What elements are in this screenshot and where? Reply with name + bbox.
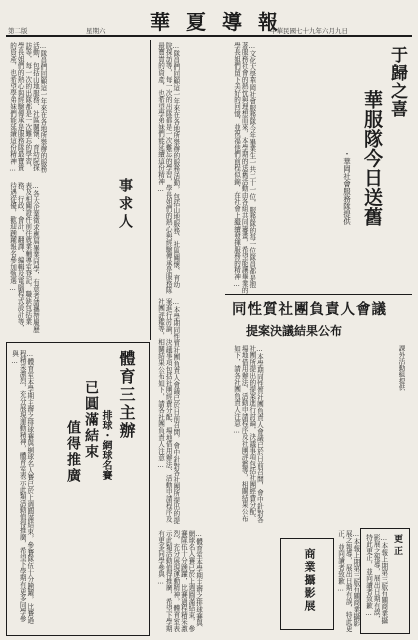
sports-title-a: 體育三主辦 xyxy=(117,350,136,440)
sports-body xyxy=(10,350,62,628)
council-subheadline: 布公果結議決案提 xyxy=(246,324,343,338)
farewell-text: …文化大學華岡社會服務隊今年畢業生一共二十一位，服務隊的每一位隊員都是抱著服務社會的熱忱與理想而來，本學期的送舊活動由各組共同籌畫，希望能讓畢業的學長姐們留下美好的回憶，並祝福他們前程似錦，在社會上繼續發揮服務的精神… xyxy=(232,42,256,294)
farewell-subtitle: 華服隊今日送舊 xyxy=(361,90,383,227)
council-headline: 議會人責負團社質性同 xyxy=(232,301,387,318)
bottom-mid-text: …體育室本學期主辦之排球賽與網球名人賽已於上週圓滿結束，參賽隊伍十分踴躍，比賽過程精采激烈，充分展現運動精神，體育室表示此類活動值得推廣，希望下學期有更多同學參與… xyxy=(156,530,203,632)
council-cont xyxy=(156,298,228,528)
column-divider xyxy=(150,40,151,340)
council-top-rule xyxy=(225,294,412,295)
bottom-mid-body xyxy=(156,530,276,632)
council-text: …本學期同性質社團負責人會議已於日前召開，會中針對各社團所提出的提案進行討論，決議事項包括社團經費分配、場地借用辦法、活動申請程序及社團評鑑等，相關結果公布如下，請各社團負責人注意… xyxy=(232,345,264,524)
issue-weekday: 星期六 xyxy=(86,27,106,35)
issue-date: 中華民國七十九年六月九日 xyxy=(270,27,348,35)
masthead: 華夏導報 xyxy=(150,10,294,34)
errata-text: …本報上期第三版有關商業攝影展之報導，展出日期有誤，特此更正，並向讀者致歉… xyxy=(364,534,388,624)
council-body xyxy=(232,345,392,527)
job-text: …各大企業徵求應屆畢業同學，有意者請攜帶履歷表及相關證件前往就業輔導室登記，職缺包括業務、行政、會計、翻譯、編輯及電腦程式設計等，待遇從優，歡迎踴躍報名參加甄選… xyxy=(8,182,40,333)
sports-title-b: 排球・網球名賽 xyxy=(100,410,111,480)
council-cont-text: …本學期同性質社團負責人會議已於日前召開，會中針對各社團所提出的提案進行討論，決議事項包括社團經費分配、場地借用辦法、活動申請程序及社團評鑑等，相關結果公布如下，請各社團負責人注意… xyxy=(156,298,180,524)
middle-text: …隊員們回顧這一年來在各地所舉辦的服務活動，包括山地服務、社區關懷、育幼院探訪等，每一次的出隊都是一次難忘的學習，學長姐們的熱心與經驗傳承是服務隊最寶貴的資產，也希望學弟妹們能延續這份精神… xyxy=(156,42,180,294)
page-number: 第二版 xyxy=(8,27,28,35)
sports-title-c: 已圓滿結束 xyxy=(83,380,99,460)
header-rule xyxy=(6,35,412,37)
bottom-right-text: …本報上期第三版有關商業攝影展之報導，展出日期有誤，特此更正，並向讀者致歉… xyxy=(336,530,360,632)
errata-body xyxy=(364,534,390,626)
errata-title: 更正 xyxy=(392,534,402,558)
bottom-right-body xyxy=(336,530,358,632)
farewell-title: 于歸之喜 xyxy=(387,46,407,118)
sports-title-d: 值得推廣 xyxy=(65,420,81,484)
farewell-body xyxy=(232,42,336,294)
council-byline: 課外活動組提供 xyxy=(397,345,406,391)
job-title: 事求人 xyxy=(117,178,133,232)
left-top-text: …隊員們回顧這一年來在各地所舉辦的服務活動，包括山地服務、社區關懷、育幼院探訪等，每一次的出隊都是一次難忘的學習，學長姐們的熱心與經驗傳承是服務隊最寶貴的資產，也希望學弟妹們能延續這份精神… xyxy=(8,42,47,173)
middle-column xyxy=(156,42,228,294)
job-body xyxy=(8,182,112,334)
sports-text: …體育室本學期主辦之排球賽與網球名人賽已於上週圓滿結束，參賽隊伍十分踴躍，比賽過程精采激烈，充分展現運動精神，體育室表示此類活動值得推廣，希望下學期有更多同學參與… xyxy=(10,350,34,624)
farewell-byline: ・華岡社會服務隊提供 xyxy=(342,150,352,225)
photo-title: 商業攝影展 xyxy=(303,548,316,613)
left-top-column xyxy=(8,42,98,177)
